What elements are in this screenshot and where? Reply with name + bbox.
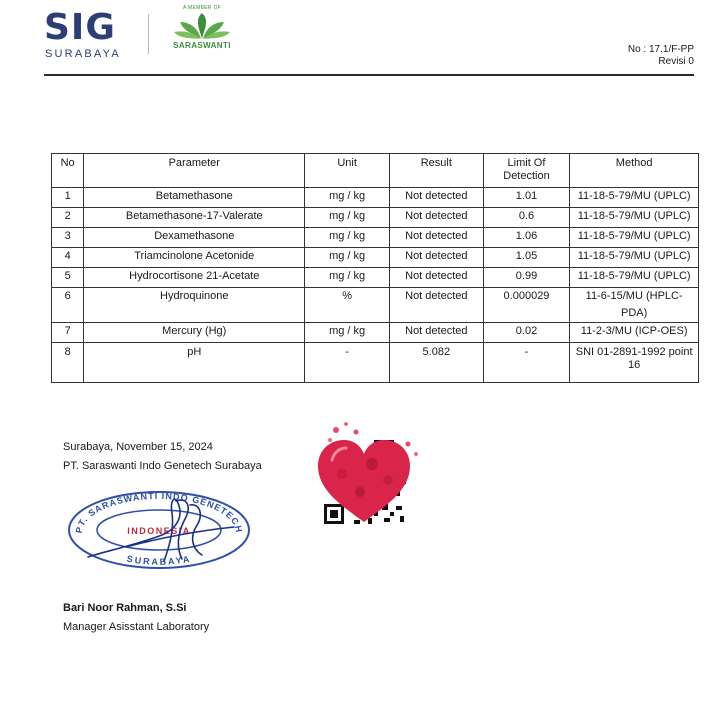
- cell-method: 11-18-5-79/MU (UPLC): [570, 228, 699, 248]
- company-stamp: [66, 487, 252, 571]
- cell-unit: mg / kg: [305, 188, 390, 208]
- cell-parameter: pH: [84, 343, 305, 383]
- cell-no: 3: [52, 228, 84, 248]
- cell-result: 5.082: [389, 343, 483, 383]
- cell-no: 6: [52, 288, 84, 323]
- results-table: [51, 153, 699, 383]
- cell-lod: 1.06: [483, 228, 570, 248]
- cell-result: Not detected: [389, 208, 483, 228]
- cell-result: Not detected: [389, 288, 483, 323]
- signer-title: Manager Asisstant Laboratory: [63, 621, 210, 633]
- cell-method: 11-6-15/MU (HPLC-PDA): [570, 288, 699, 323]
- cell-method: SNI 01-2891-1992 point 16: [570, 343, 699, 383]
- stamp-bottom-text: SURABAYA: [125, 553, 193, 567]
- cell-parameter: Mercury (Hg): [84, 323, 305, 343]
- saraswanti-name: SARASWANTI: [173, 41, 231, 50]
- cell-unit: mg / kg: [305, 228, 390, 248]
- table-row: [52, 188, 699, 208]
- column-header-limit-of-detection: Limit Of Detection: [483, 154, 570, 188]
- cell-no: 7: [52, 323, 84, 343]
- table-row: [52, 248, 699, 268]
- cell-lod: 1.01: [483, 188, 570, 208]
- svg-text:SURABAYA: [126, 554, 192, 567]
- cell-parameter: Betamethasone-17-Valerate: [84, 208, 305, 228]
- cell-unit: %: [305, 288, 390, 323]
- cell-parameter: Betamethasone: [84, 188, 305, 208]
- cell-lod: -: [483, 343, 570, 383]
- column-header-no: No: [52, 154, 84, 188]
- table-row: [52, 288, 699, 323]
- cell-lod: 0.6: [483, 208, 570, 228]
- sig-logo: [44, 7, 128, 60]
- table-header-row: [52, 154, 699, 188]
- table-row: [52, 323, 699, 343]
- cell-unit: mg / kg: [305, 208, 390, 228]
- cell-result: Not detected: [389, 268, 483, 288]
- cell-parameter: Hydroquinone: [84, 288, 305, 323]
- cell-unit: mg / kg: [305, 323, 390, 343]
- sig-logo-subtitle: SURABAYA: [45, 48, 121, 60]
- table-row: [52, 208, 699, 228]
- cell-lod: 0.99: [483, 268, 570, 288]
- sig-logo-text: SIG: [44, 7, 116, 48]
- signature-date: Surabaya, November 15, 2024: [63, 441, 213, 453]
- member-of-text: A MEMBER OF: [182, 5, 222, 11]
- table-row: [52, 343, 699, 383]
- table-row: [52, 268, 699, 288]
- cell-no: 4: [52, 248, 84, 268]
- saraswanti-logo: [162, 5, 242, 57]
- cell-unit: mg / kg: [305, 248, 390, 268]
- qr-code-area: [312, 410, 424, 534]
- saraswanti-leaf-icon: [172, 12, 232, 40]
- cell-parameter: Dexamethasone: [84, 228, 305, 248]
- cell-result: Not detected: [389, 228, 483, 248]
- signer-name: Bari Noor Rahman, S.Si: [63, 602, 187, 614]
- cell-no: 1: [52, 188, 84, 208]
- column-header-unit: Unit: [305, 154, 390, 188]
- signature-company: PT. Saraswanti Indo Genetech Surabaya: [63, 460, 262, 472]
- cell-method: 11-18-5-79/MU (UPLC): [570, 268, 699, 288]
- cell-lod: 0.02: [483, 323, 570, 343]
- cell-no: 8: [52, 343, 84, 383]
- cell-method: 11-18-5-79/MU (UPLC): [570, 248, 699, 268]
- document-reference: [628, 44, 694, 68]
- cell-parameter: Triamcinolone Acetonide: [84, 248, 305, 268]
- cell-method: 11-2-3/MU (ICP-OES): [570, 323, 699, 343]
- column-header-parameter: Parameter: [84, 154, 305, 188]
- cell-unit: -: [305, 343, 390, 383]
- document-revision: Revisi 0: [658, 56, 694, 67]
- table-row: [52, 228, 699, 248]
- column-header-method: Method: [570, 154, 699, 188]
- cell-result: Not detected: [389, 188, 483, 208]
- cell-unit: mg / kg: [305, 268, 390, 288]
- stamp-top-text: PT. SARASWANTI INDO GENETECH: [73, 490, 245, 534]
- cell-lod: 0.000029: [483, 288, 570, 323]
- cell-method: 11-18-5-79/MU (UPLC): [570, 188, 699, 208]
- cell-no: 2: [52, 208, 84, 228]
- cell-parameter: Hydrocortisone 21-Acetate: [84, 268, 305, 288]
- column-header-result: Result: [389, 154, 483, 188]
- cell-result: Not detected: [389, 323, 483, 343]
- cell-no: 5: [52, 268, 84, 288]
- cell-lod: 1.05: [483, 248, 570, 268]
- cell-result: Not detected: [389, 248, 483, 268]
- cell-method: 11-18-5-79/MU (UPLC): [570, 208, 699, 228]
- header-rule: [44, 74, 694, 76]
- stamp-middle-text: INDONESIA: [127, 526, 191, 536]
- document-number: No : 17.1/F-PP: [627, 44, 694, 55]
- logo-divider: [148, 14, 149, 54]
